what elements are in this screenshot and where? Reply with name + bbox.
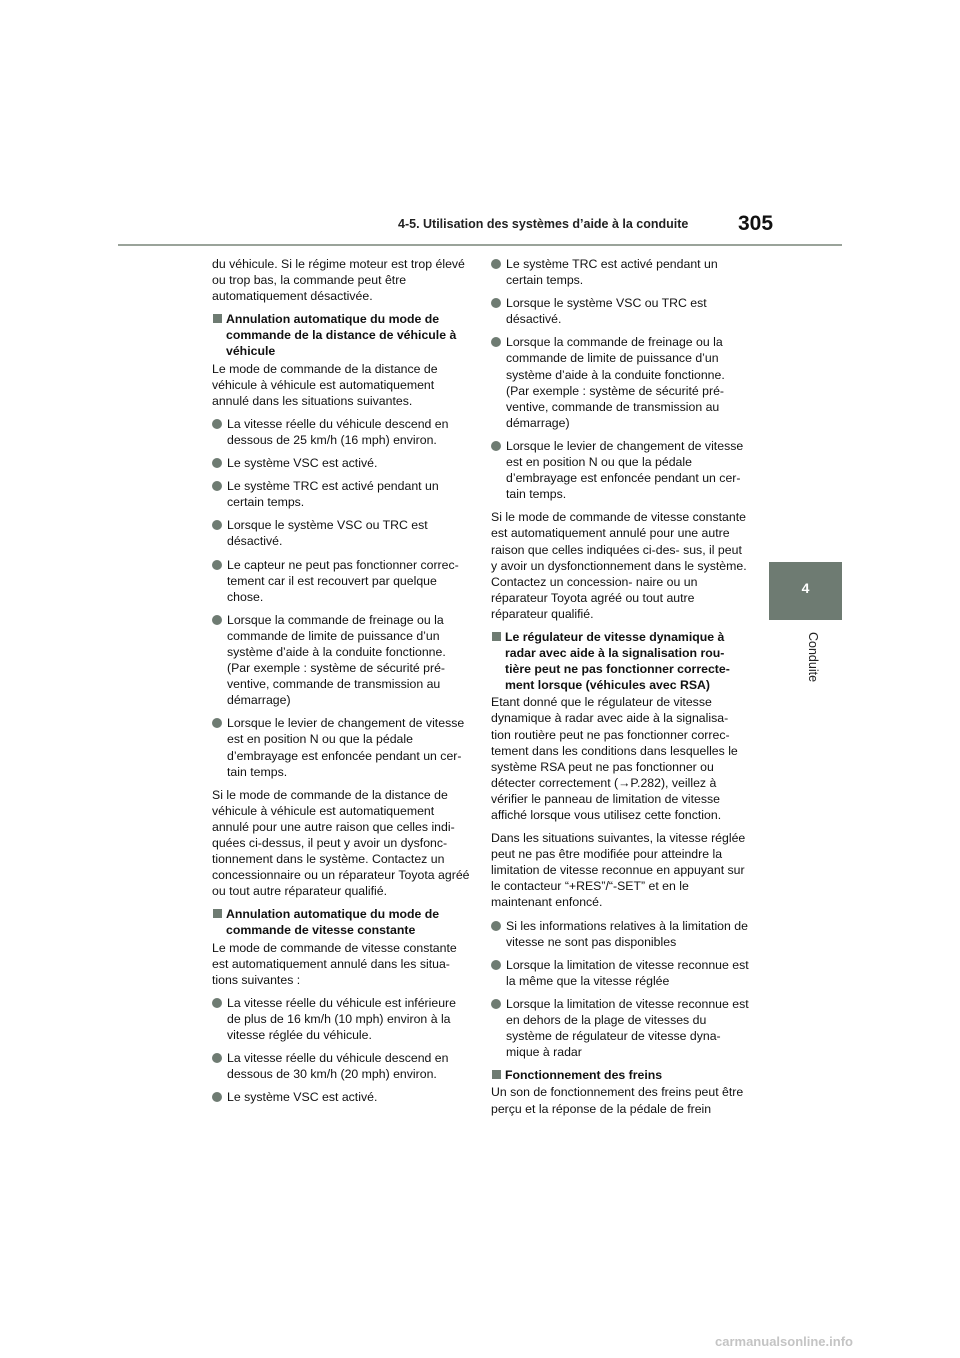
heading-text: Le régulateur de vitesse dynamique à radar avec aide à la signalisation rou- tière peut ne pas fonctionner correcte- ment lorsque (véhicules avec RSA)	[505, 629, 730, 693]
bullet-text: La vitesse réelle du véhicule est inférieure de plus de 16 km/h (10 mph) environ à la vitesse réglée du véhicule.	[227, 995, 456, 1043]
bullet-text: Lorsque la limitation de vitesse reconnue est la même que la vitesse réglée	[506, 957, 749, 988]
paragraph-text: Si le mode de commande de la distance de véhicule à véhicule est automatiquement annulé pour une autre raison que celles indi- quées ci-dessus, il peut y avoir un dysfonc- tionnement dans le système. Contactez un concessionnaire ou un réparateur Toyota agréé ou tout autre réparateur qualifié.	[212, 787, 470, 899]
chapter-label: Conduite	[806, 632, 820, 683]
bullet-text: Si les informations relatives à la limitation de vitesse ne sont pas disponibles	[506, 918, 748, 949]
bullet-text: Le système TRC est activé pendant un certain temps.	[506, 257, 718, 288]
circle-bullet-icon	[212, 615, 222, 625]
circle-bullet-icon	[491, 960, 501, 970]
paragraph-text: Le mode de commande de vitesse constante est automatiquement annulé dans les situa- tions suivantes :	[212, 940, 457, 987]
bullet-text: Lorsque le système VSC ou TRC est désactivé.	[227, 518, 428, 549]
bullet-text: Lorsque le levier de changement de vitesse est en position N ou que la pédale d’embrayage est enfoncée pendant un cer- tain temps.	[506, 438, 744, 502]
heading-text: Annulation automatique du mode de commande de vitesse constante	[226, 907, 440, 938]
paragraph	[491, 509, 749, 622]
paragraph-text: Dans les situations suivantes, la vitesse réglée peut ne pas être modifiée pour atteindre la limitation de vitesse reconnue en appuyant sur le contacteur “+RES”/“-SET” et en le maintenant enfoncé.	[491, 831, 746, 910]
left-column	[212, 256, 470, 1112]
bullet-text: Le système TRC est activé pendant un certain temps.	[227, 479, 439, 510]
bullet-item	[212, 1089, 470, 1105]
bullet-text: Lorsque le système VSC ou TRC est désactivé.	[506, 296, 707, 327]
header-divider	[118, 244, 842, 246]
paragraph	[212, 787, 470, 900]
bullet-item	[491, 996, 749, 1060]
circle-bullet-icon	[212, 998, 222, 1008]
circle-bullet-icon	[212, 560, 222, 570]
bullet-text: Lorsque la commande de freinage ou la commande de limite de puissance d’un système d’aide à la conduite fonctionne. (Par exemple : système de sécurité pré- ventive, commande de transmission au démarrage)	[506, 335, 725, 430]
circle-bullet-icon	[212, 419, 222, 429]
subsection-heading	[212, 906, 470, 938]
bullet-item	[212, 478, 470, 510]
paragraph-text: du véhicule. Si le régime moteur est trop élevé ou trop bas, la commande peut être automatiquement désactivée.	[212, 257, 465, 304]
bullet-item	[212, 455, 470, 471]
watermark: carmanualsonline.info	[715, 1334, 853, 1349]
circle-bullet-icon	[212, 520, 222, 530]
square-bullet-icon	[213, 314, 222, 323]
paragraph	[212, 940, 470, 988]
bullet-text: Le système VSC est activé.	[227, 1090, 378, 1105]
bullet-text: Lorsque le levier de changement de vitesse est en position N ou que la pédale d’embrayage est enfoncée pendant un cer- tain temps.	[227, 716, 465, 779]
square-bullet-icon	[213, 909, 222, 918]
bullet-item	[491, 438, 749, 502]
heading-text: Annulation automatique du mode de commande de la distance de véhicule à véhicule	[226, 312, 457, 359]
paragraph-text: Un son de fonctionnement des freins peut être perçu et la réponse de la pédale de frein	[491, 1085, 744, 1116]
bullet-item	[491, 256, 749, 288]
square-bullet-icon	[492, 1070, 501, 1079]
circle-bullet-icon	[212, 718, 222, 728]
bullet-item	[212, 995, 470, 1043]
bullet-text: Lorsque la commande de freinage ou la commande de limite de puissance d’un système d’aide à la conduite fonctionne. (Par exemple : système de sécurité pré- ventive, commande de transmission au démarrage)	[227, 612, 446, 708]
circle-bullet-icon	[491, 441, 501, 451]
page-number: 305	[738, 212, 774, 235]
bullet-text: La vitesse réelle du véhicule descend en dessous de 25 km/h (16 mph) environ.	[227, 416, 449, 447]
square-bullet-icon	[492, 632, 501, 641]
paragraph-text: Si le mode de commande de vitesse constante est automatiquement annulé pour une autre raison que celles indiquées ci-des- sus, il peut y avoir un dysfonctionnement dans le système. Contactez un concession- naire ou un réparateur Toyota agréé ou tout autre réparateur qualifié.	[491, 510, 747, 621]
circle-bullet-icon	[212, 481, 222, 491]
bullet-item	[491, 295, 749, 327]
bullet-text: La vitesse réelle du véhicule descend en dessous de 30 km/h (20 mph) environ.	[227, 1051, 449, 1082]
bullet-item	[212, 517, 470, 549]
bullet-item	[212, 715, 470, 779]
subsection-heading	[212, 311, 470, 359]
circle-bullet-icon	[212, 458, 222, 468]
right-column	[491, 256, 749, 1124]
circle-bullet-icon	[491, 999, 501, 1009]
circle-bullet-icon	[212, 1092, 222, 1102]
paragraph	[491, 1084, 749, 1116]
bullet-item	[212, 557, 470, 605]
bullet-text: Le capteur ne peut pas fonctionner correc- tement car il est recouvert par quelque chose.	[227, 557, 459, 604]
bullet-text: Lorsque la limitation de vitesse reconnue est en dehors de la plage de vitesses du système de régulateur de vitesse dyna- mique à radar	[506, 996, 749, 1060]
bullet-item	[212, 1050, 470, 1082]
subsection-heading	[491, 1067, 749, 1083]
bullet-item	[212, 416, 470, 448]
chapter-tab	[769, 562, 842, 620]
paragraph	[212, 361, 470, 409]
section-title: 4-5. Utilisation des systèmes d’aide à la conduite	[398, 217, 689, 231]
paragraph-text: Etant donné que le régulateur de vitesse dynamique à radar avec aide à la signalisa- tion routière peut ne pas fonctionner correc- tement dans les conditions dans lesquelles le système RSA peut ne pas fonctionner ou détecter correctement (→P.282), veillez à vérifier le panneau de limitation de vitesse affiché lorsque vous utilisez cette fonction.	[491, 695, 738, 822]
bullet-item	[212, 612, 470, 709]
circle-bullet-icon	[491, 259, 501, 269]
circle-bullet-icon	[491, 298, 501, 308]
chapter-number: 4	[801, 580, 810, 596]
paragraph-text: Le mode de commande de la distance de véhicule à véhicule est automatiquement annulé dans les situations suivantes.	[212, 361, 438, 408]
circle-bullet-icon	[491, 921, 501, 931]
subsection-heading	[491, 629, 749, 693]
circle-bullet-icon	[212, 1053, 222, 1063]
bullet-item	[491, 957, 749, 989]
paragraph	[491, 830, 749, 910]
circle-bullet-icon	[491, 337, 501, 347]
paragraph	[491, 694, 749, 823]
paragraph	[212, 256, 470, 304]
bullet-item	[491, 334, 749, 431]
heading-text: Fonctionnement des freins	[505, 1068, 663, 1083]
bullet-item	[491, 918, 749, 950]
bullet-text: Le système VSC est activé.	[227, 456, 378, 471]
